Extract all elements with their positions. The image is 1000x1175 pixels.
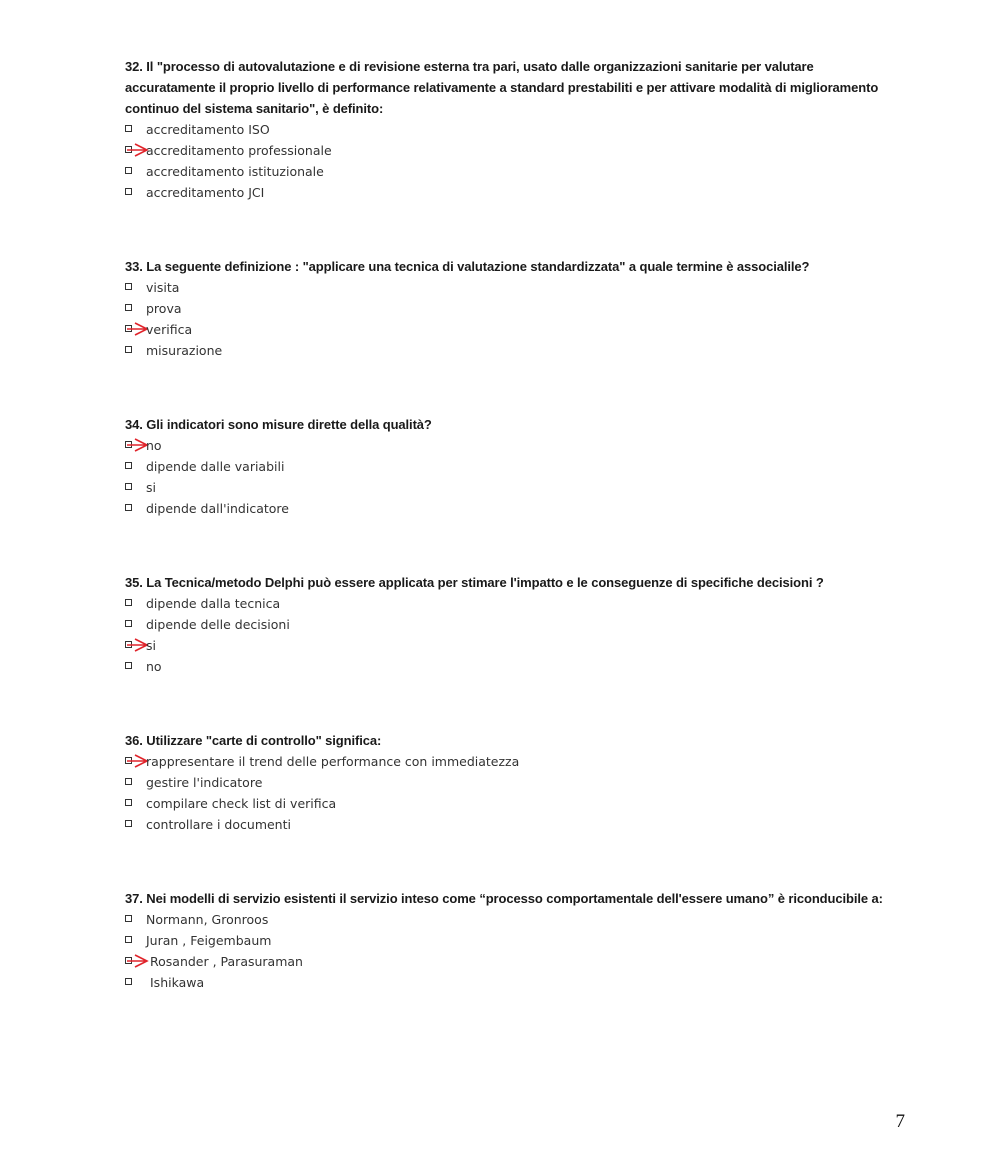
option-label: dipende delle decisioni xyxy=(146,617,290,632)
option[interactable] xyxy=(125,477,885,498)
page-number: 7 xyxy=(895,1111,905,1132)
question-text: 35. La Tecnica/metodo Delphi può essere applicata per stimare l'impatto e le conseguenze di specifiche decisioni ? xyxy=(125,575,824,590)
option-label: accreditamento ISO xyxy=(146,122,270,137)
option-label: si xyxy=(146,480,156,495)
checkbox-icon[interactable] xyxy=(125,799,132,806)
question-text: 32. Il "processo di autovalutazione e di revisione esterna tra pari, usato dalle organizzazioni sanitarie per valutare accuratamente il proprio livello di performance relativamente a standard prestabiliti e per attivare modalità di miglioramento continuo del sistema sanitario", è definito: xyxy=(125,59,879,116)
option-label: controllare i documenti xyxy=(146,817,291,832)
question-36 xyxy=(125,730,885,835)
option-label: dipende dall'indicatore xyxy=(146,501,289,516)
checkbox-icon[interactable] xyxy=(125,283,132,290)
checkbox-icon[interactable] xyxy=(125,915,132,922)
option-label: dipende dalla tecnica xyxy=(146,596,281,611)
checkbox-icon[interactable] xyxy=(125,304,132,311)
option-label: no xyxy=(146,659,162,674)
option-label: Normann, Gronroos xyxy=(146,912,269,927)
option-label: si xyxy=(146,638,156,653)
option-label: accreditamento JCI xyxy=(146,185,265,200)
question-text: 37. Nei modelli di servizio esistenti il servizio inteso come “processo comportamentale dell'essere umano” è riconducibile a: xyxy=(125,891,883,906)
option[interactable] xyxy=(125,656,885,677)
option[interactable] xyxy=(125,182,885,203)
option[interactable] xyxy=(125,593,885,614)
option[interactable] xyxy=(125,793,885,814)
option[interactable] xyxy=(125,909,885,930)
option-label: rappresentare il trend delle performance con immediatezza xyxy=(146,754,520,769)
option[interactable] xyxy=(125,814,885,835)
option-selected[interactable] xyxy=(125,319,885,340)
option-selected[interactable] xyxy=(125,435,885,456)
checkbox-icon[interactable] xyxy=(125,820,132,827)
option-selected[interactable] xyxy=(125,635,885,656)
checkbox-icon[interactable] xyxy=(125,778,132,785)
option[interactable] xyxy=(125,277,885,298)
option-label: gestire l'indicatore xyxy=(146,775,263,790)
option-label: no xyxy=(146,438,162,453)
checkbox-icon[interactable] xyxy=(125,462,132,469)
checkbox-icon[interactable] xyxy=(125,620,132,627)
answer-arrow-icon xyxy=(125,952,149,970)
checkbox-icon[interactable] xyxy=(125,504,132,511)
option[interactable] xyxy=(125,456,885,477)
question-text: 36. Utilizzare "carte di controllo" significa: xyxy=(125,733,382,748)
option-label: prova xyxy=(146,301,182,316)
question-34 xyxy=(125,414,885,519)
option-selected[interactable] xyxy=(125,951,885,972)
option[interactable] xyxy=(125,119,885,140)
option[interactable] xyxy=(125,498,885,519)
option-label: Ishikawa xyxy=(150,975,205,990)
checkbox-icon[interactable] xyxy=(125,662,132,669)
option-label: Rosander , Parasuraman xyxy=(150,954,303,969)
option-selected[interactable] xyxy=(125,140,885,161)
checkbox-icon[interactable] xyxy=(125,936,132,943)
option-label: visita xyxy=(146,280,180,295)
option[interactable] xyxy=(125,340,885,361)
checkbox-icon[interactable] xyxy=(125,599,132,606)
question-35 xyxy=(125,572,885,677)
checkbox-icon[interactable] xyxy=(125,167,132,174)
option-label: misurazione xyxy=(146,343,223,358)
option[interactable] xyxy=(125,298,885,319)
option[interactable] xyxy=(125,161,885,182)
option[interactable] xyxy=(125,930,885,951)
option[interactable] xyxy=(125,772,885,793)
option[interactable] xyxy=(125,972,885,993)
checkbox-icon[interactable] xyxy=(125,188,132,195)
checkbox-icon[interactable] xyxy=(125,125,132,132)
option-label: dipende dalle variabili xyxy=(146,459,285,474)
option-label: accreditamento istituzionale xyxy=(146,164,324,179)
question-33 xyxy=(125,256,885,361)
question-text: 33. La seguente definizione : "applicare una tecnica di valutazione standardizzata" a quale termine è associalile? xyxy=(125,259,810,274)
question-text: 34. Gli indicatori sono misure dirette della qualità? xyxy=(125,417,432,432)
option-label: verifica xyxy=(146,322,193,337)
option-selected[interactable] xyxy=(125,751,885,772)
option-label: compilare check list di verifica xyxy=(146,796,337,811)
checkbox-icon[interactable] xyxy=(125,483,132,490)
option-label: Juran , Feigembaum xyxy=(146,933,272,948)
question-32 xyxy=(125,56,885,203)
checkbox-icon[interactable] xyxy=(125,346,132,353)
checkbox-icon[interactable] xyxy=(125,978,132,985)
option-label: accreditamento professionale xyxy=(146,143,332,158)
question-37 xyxy=(125,888,885,993)
option[interactable] xyxy=(125,614,885,635)
